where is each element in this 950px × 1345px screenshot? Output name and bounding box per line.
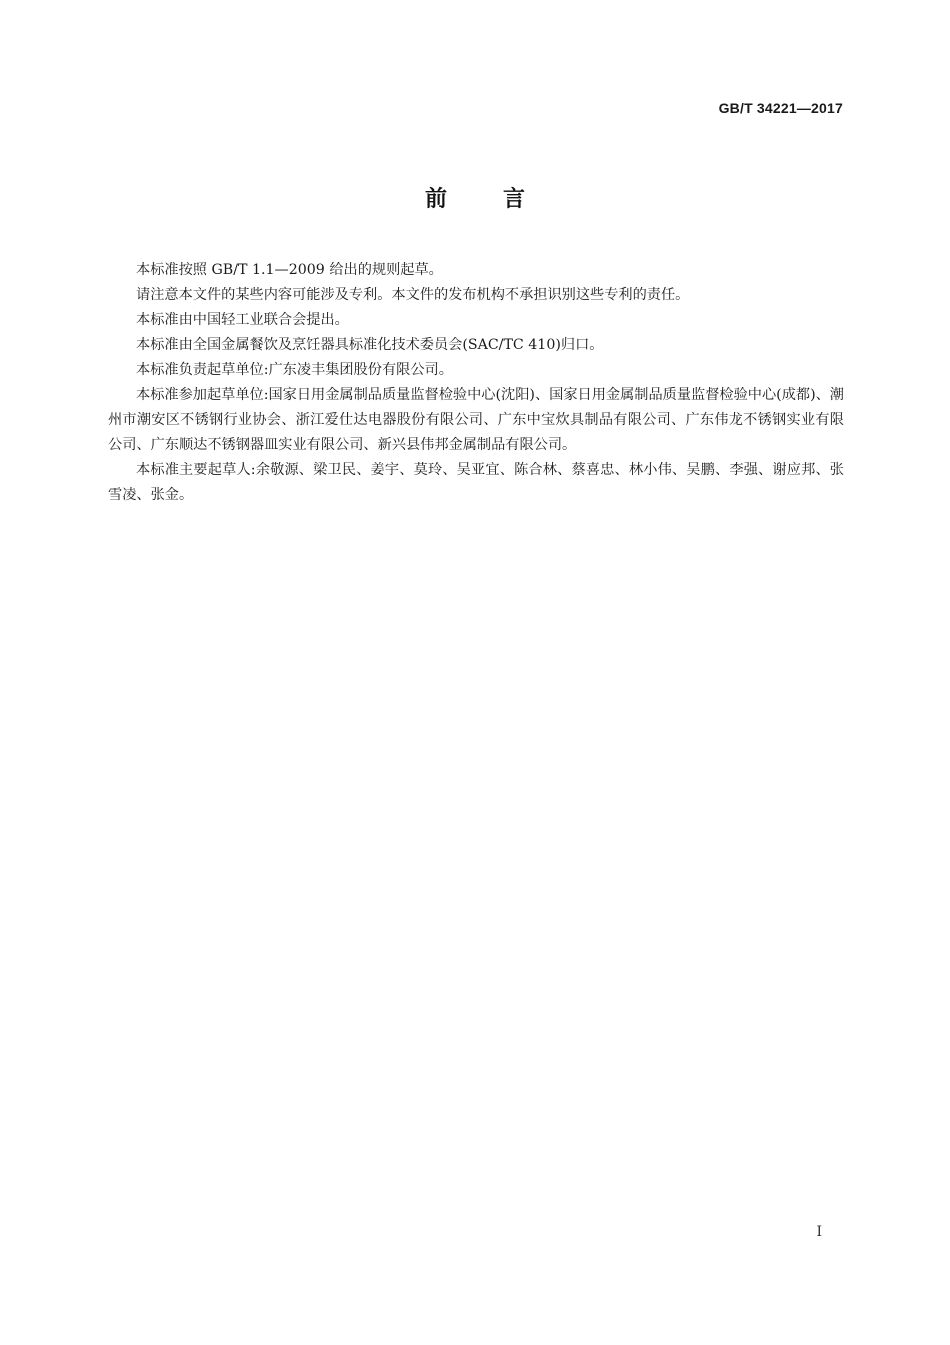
standard-number: GB/T 34221—2017 (718, 100, 843, 116)
page-number: I (816, 1224, 822, 1240)
paragraph-proposer: 本标准由中国轻工业联合会提出。 (136, 312, 349, 328)
foreword-body (108, 258, 844, 508)
paragraph-patent-notice: 请注意本文件的某些内容可能涉及专利。本文件的发布机构不承担识别这些专利的责任。 (136, 287, 690, 303)
paragraph-drafting-rules: 本标准按照 GB/T 1.1—2009 给出的规则起草。 (136, 262, 443, 278)
paragraph-participating-units: 本标准参加起草单位:国家日用金属制品质量监督检验中心(沈阳)、国家日用金属制品质量监督检验中心(成都)、潮州市潮安区不锈钢行业协会、浙江爱仕达电器股份有限公司、广东中宝炊具制品有限公司、广东伟龙不锈钢实业有限公司、广东顺达不锈钢器皿实业有限公司、新兴县伟邦金属制品有限公司。 (108, 387, 844, 453)
paragraph-main-drafters: 本标准主要起草人:余敬源、梁卫民、姜宇、莫玲、吴亚宜、陈合林、蔡喜忠、林小伟、吴鹏、李强、谢应邦、张雪凌、张金。 (108, 462, 844, 503)
paragraph-lead-drafter: 本标准负责起草单位:广东凌丰集团股份有限公司。 (136, 362, 453, 378)
paragraph-committee: 本标准由全国金属餐饮及烹饪器具标准化技术委员会(SAC/TC 410)归口。 (136, 337, 604, 353)
page-title: 前言 (424, 187, 581, 212)
